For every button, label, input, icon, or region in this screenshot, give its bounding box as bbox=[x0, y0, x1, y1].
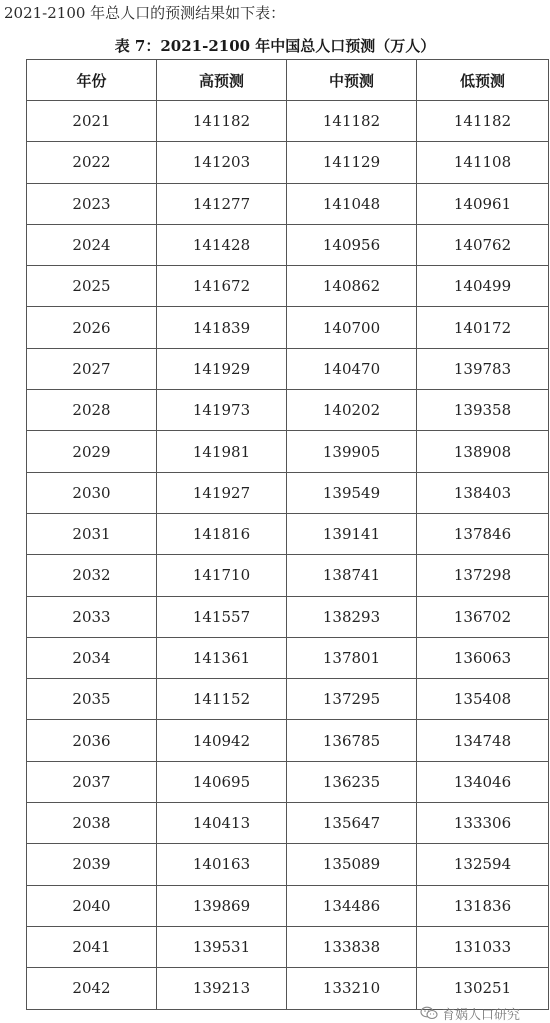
cell-medium-forecast: 141048 bbox=[287, 183, 417, 224]
cell-medium-forecast: 140202 bbox=[287, 390, 417, 431]
cell-high-forecast: 141277 bbox=[157, 183, 287, 224]
table-row bbox=[27, 224, 549, 265]
cell-high-forecast: 141361 bbox=[157, 637, 287, 678]
cell-medium-forecast: 140862 bbox=[287, 266, 417, 307]
cell-low-forecast: 137846 bbox=[417, 513, 549, 554]
cell-low-forecast: 132594 bbox=[417, 844, 549, 885]
cell-medium-forecast: 136785 bbox=[287, 720, 417, 761]
table-row bbox=[27, 885, 549, 926]
cell-year: 2030 bbox=[27, 472, 157, 513]
cell-year: 2040 bbox=[27, 885, 157, 926]
cell-high-forecast: 139869 bbox=[157, 885, 287, 926]
cell-medium-forecast: 135089 bbox=[287, 844, 417, 885]
table-row bbox=[27, 761, 549, 802]
cell-year: 2022 bbox=[27, 142, 157, 183]
cell-low-forecast: 141182 bbox=[417, 101, 549, 142]
table-row bbox=[27, 926, 549, 967]
table-row bbox=[27, 803, 549, 844]
cell-medium-forecast: 136235 bbox=[287, 761, 417, 802]
cell-low-forecast: 140172 bbox=[417, 307, 549, 348]
cell-low-forecast: 139358 bbox=[417, 390, 549, 431]
cell-low-forecast: 137298 bbox=[417, 555, 549, 596]
cell-year: 2037 bbox=[27, 761, 157, 802]
population-forecast-table bbox=[26, 59, 549, 1010]
cell-medium-forecast: 135647 bbox=[287, 803, 417, 844]
cell-year: 2041 bbox=[27, 926, 157, 967]
table-header-row bbox=[27, 60, 549, 101]
table-row bbox=[27, 266, 549, 307]
cell-low-forecast: 130251 bbox=[417, 968, 549, 1009]
cell-low-forecast: 135408 bbox=[417, 679, 549, 720]
table-row bbox=[27, 348, 549, 389]
cell-low-forecast: 131033 bbox=[417, 926, 549, 967]
cell-low-forecast: 138908 bbox=[417, 431, 549, 472]
table-row bbox=[27, 596, 549, 637]
cell-high-forecast: 141710 bbox=[157, 555, 287, 596]
table-row bbox=[27, 720, 549, 761]
cell-high-forecast: 139531 bbox=[157, 926, 287, 967]
table-row bbox=[27, 472, 549, 513]
cell-low-forecast: 133306 bbox=[417, 803, 549, 844]
table-row bbox=[27, 637, 549, 678]
table-row bbox=[27, 513, 549, 554]
watermark bbox=[420, 1003, 520, 1023]
cell-high-forecast: 141203 bbox=[157, 142, 287, 183]
cell-high-forecast: 141182 bbox=[157, 101, 287, 142]
cell-low-forecast: 136702 bbox=[417, 596, 549, 637]
intro-text: 2021-2100 年总人口的预测结果如下表： bbox=[4, 4, 286, 22]
table-row bbox=[27, 390, 549, 431]
cell-year: 2033 bbox=[27, 596, 157, 637]
cell-year: 2028 bbox=[27, 390, 157, 431]
cell-year: 2038 bbox=[27, 803, 157, 844]
header-medium-forecast: 中预测 bbox=[287, 60, 417, 101]
wechat-icon bbox=[420, 1006, 438, 1020]
cell-year: 2023 bbox=[27, 183, 157, 224]
cell-low-forecast: 136063 bbox=[417, 637, 549, 678]
cell-year: 2024 bbox=[27, 224, 157, 265]
cell-high-forecast: 141152 bbox=[157, 679, 287, 720]
cell-year: 2032 bbox=[27, 555, 157, 596]
cell-high-forecast: 141672 bbox=[157, 266, 287, 307]
table-row bbox=[27, 431, 549, 472]
cell-medium-forecast: 140700 bbox=[287, 307, 417, 348]
cell-year: 2039 bbox=[27, 844, 157, 885]
cell-low-forecast: 140762 bbox=[417, 224, 549, 265]
cell-low-forecast: 138403 bbox=[417, 472, 549, 513]
cell-high-forecast: 141816 bbox=[157, 513, 287, 554]
cell-high-forecast: 140942 bbox=[157, 720, 287, 761]
cell-low-forecast: 131836 bbox=[417, 885, 549, 926]
watermark-text: 育娲人口研究 bbox=[442, 1007, 521, 1023]
cell-year: 2029 bbox=[27, 431, 157, 472]
cell-high-forecast: 141981 bbox=[157, 431, 287, 472]
cell-medium-forecast: 139549 bbox=[287, 472, 417, 513]
header-low-forecast: 低预测 bbox=[417, 60, 549, 101]
cell-medium-forecast: 139141 bbox=[287, 513, 417, 554]
table-row bbox=[27, 679, 549, 720]
cell-high-forecast: 141557 bbox=[157, 596, 287, 637]
header-year: 年份 bbox=[27, 60, 157, 101]
header-high-forecast: 高预测 bbox=[157, 60, 287, 101]
table-row bbox=[27, 101, 549, 142]
cell-medium-forecast: 139905 bbox=[287, 431, 417, 472]
cell-low-forecast: 141108 bbox=[417, 142, 549, 183]
cell-year: 2026 bbox=[27, 307, 157, 348]
cell-high-forecast: 141929 bbox=[157, 348, 287, 389]
cell-year: 2036 bbox=[27, 720, 157, 761]
cell-year: 2021 bbox=[27, 101, 157, 142]
cell-low-forecast: 140961 bbox=[417, 183, 549, 224]
cell-medium-forecast: 141182 bbox=[287, 101, 417, 142]
cell-low-forecast: 139783 bbox=[417, 348, 549, 389]
cell-medium-forecast: 137801 bbox=[287, 637, 417, 678]
table-row bbox=[27, 142, 549, 183]
cell-high-forecast: 141428 bbox=[157, 224, 287, 265]
cell-high-forecast: 140413 bbox=[157, 803, 287, 844]
cell-high-forecast: 141927 bbox=[157, 472, 287, 513]
cell-low-forecast: 140499 bbox=[417, 266, 549, 307]
cell-high-forecast: 141839 bbox=[157, 307, 287, 348]
cell-year: 2031 bbox=[27, 513, 157, 554]
cell-high-forecast: 140695 bbox=[157, 761, 287, 802]
table-row bbox=[27, 183, 549, 224]
cell-high-forecast: 139213 bbox=[157, 968, 287, 1009]
cell-low-forecast: 134748 bbox=[417, 720, 549, 761]
cell-year: 2034 bbox=[27, 637, 157, 678]
table-caption: 表 7：2021-2100 年中国总人口预测（万人） bbox=[114, 37, 436, 55]
cell-medium-forecast: 137295 bbox=[287, 679, 417, 720]
cell-medium-forecast: 133838 bbox=[287, 926, 417, 967]
table-row bbox=[27, 555, 549, 596]
cell-medium-forecast: 141129 bbox=[287, 142, 417, 183]
cell-medium-forecast: 133210 bbox=[287, 968, 417, 1009]
cell-medium-forecast: 138293 bbox=[287, 596, 417, 637]
cell-year: 2035 bbox=[27, 679, 157, 720]
cell-year: 2042 bbox=[27, 968, 157, 1009]
cell-year: 2025 bbox=[27, 266, 157, 307]
cell-medium-forecast: 140470 bbox=[287, 348, 417, 389]
table-row bbox=[27, 307, 549, 348]
cell-medium-forecast: 134486 bbox=[287, 885, 417, 926]
cell-low-forecast: 134046 bbox=[417, 761, 549, 802]
cell-high-forecast: 140163 bbox=[157, 844, 287, 885]
cell-year: 2027 bbox=[27, 348, 157, 389]
table-row bbox=[27, 844, 549, 885]
cell-medium-forecast: 140956 bbox=[287, 224, 417, 265]
cell-high-forecast: 141973 bbox=[157, 390, 287, 431]
cell-medium-forecast: 138741 bbox=[287, 555, 417, 596]
